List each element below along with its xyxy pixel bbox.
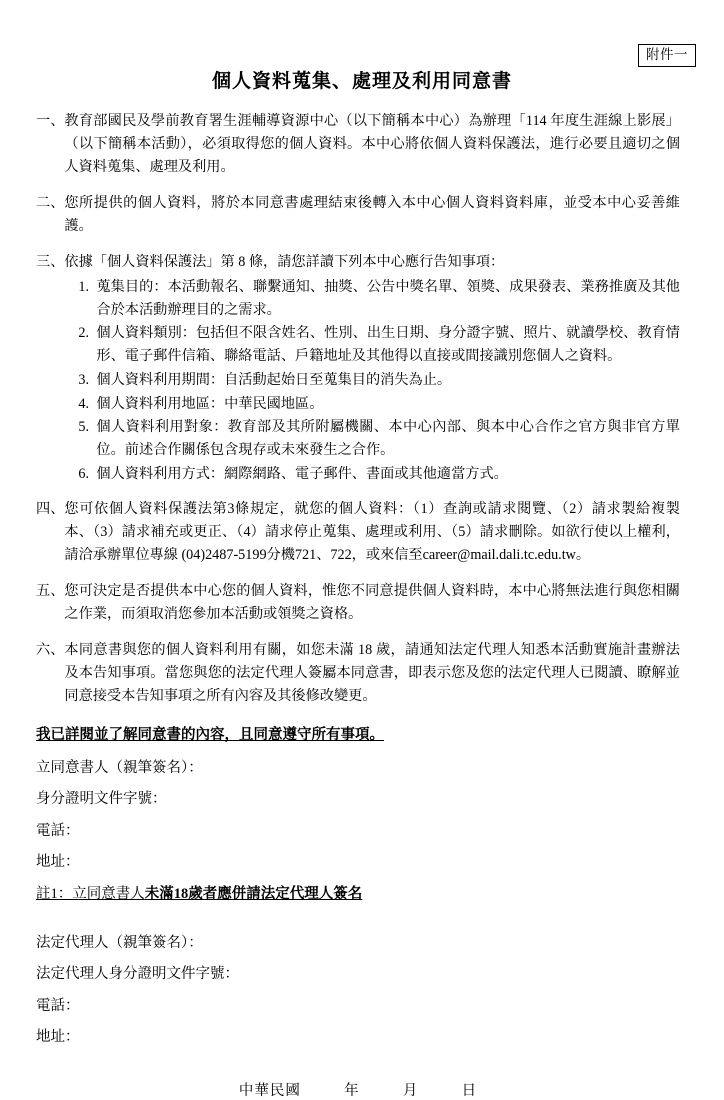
clause-1 [36,110,680,179]
page-title: 個人資料蒐集、處理及利用同意書 [211,71,512,92]
clause-text: 教育部國民及學前教育署生涯輔導資源中心（以下簡稱本中心）為辦理「114 年度生涯線上影展」（以下簡稱本活動），必須取得您的個人資料。本中心將依個人資料保護法，進行必要且適切之個人資料蒐集、處理及利用。 [64,113,680,175]
clause-text: 您可依個人資料保護法第3條規定，就您的個人資料：（1）查詢或請求閱覽、（2）請求製給複製本、（3）請求補充或更正、（4）請求停止蒐集、處理或利用、（5）請求刪除。如欲行使以上權利，請洽承辦單位專線 (04)2487-5199分機721、722，或來信至career@mail.dali.tc.edu.tw。 [64,501,680,564]
sub-number: 6. [78,465,90,482]
clause-3-sublist [64,276,680,485]
note-minor-guardian [36,883,680,905]
field-guardian-phone: 電話： [36,997,80,1014]
sub-text: 個人資料利用期間：自活動起始日至蒐集目的消失為止。 [96,371,452,388]
field-signer-phone: 電話： [36,822,80,839]
sub-text: 個人資料利用對象：教育部及其所附屬機關、本中心內部、與本中心合作之官方與非官方單位。前述合作關係包含現存或未來發生之合作。 [96,419,680,459]
clause-text: 您可決定是否提供本中心您的個人資料，惟您不同意提供個人資料時，本中心將無法進行與您相關之作業，而須取消您參加本活動或領獎之資格。 [64,583,680,623]
sub-number: 5. [78,419,90,436]
spacer [36,905,680,923]
clause-body-3 [64,251,680,485]
sub-text: 蒐集目的：本活動報名、聯繫通知、抽獎、公告中獎名單、領獎、成果發表、業務推廣及其他合於本活動辦理目的之需求。 [96,279,680,318]
list-item [64,276,680,321]
list-item [64,416,680,461]
document-content [0,110,724,1100]
sub-text: 個人資料利用地區：中華民國地區。 [96,395,324,412]
clause-number: 五、 [36,583,65,600]
footer-era: 中華民國 [238,1082,301,1099]
footer-date [36,1079,680,1100]
sub-number: 3. [78,371,90,388]
agreement-declaration: 我已詳閱並了解同意書的內容，且同意遵守所有事項。 [36,727,384,744]
list-item [64,393,680,416]
field-guardian-id: 法定代理人身分證明文件字號： [36,966,239,983]
list-item [64,322,680,367]
clause-number: 四、 [36,501,65,518]
clause-3 [36,251,680,485]
sub-number: 4. [78,395,90,412]
note-prefix: 註1：立同意書人 [36,885,145,902]
clause-5 [36,580,680,626]
clause-number: 三、 [36,254,65,270]
field-signer-id: 身分證明文件字號： [36,791,167,808]
clause-number: 一、 [36,113,65,129]
note-emphasis: 未滿18歲者應併請法定代理人簽名 [144,885,363,902]
field-signer-address: 地址： [36,854,80,871]
sub-text: 個人資料類別：包括但不限含姓名、性別、出生日期、身分證字號、照片、就讀學校、教育情形、電子郵件信箱、聯絡電話、戶籍地址及其他得以直接或間接識別您個人之資料。 [96,325,680,365]
clause-text: 依據「個人資料保護法」第 8 條，請您詳讀下列本中心應行告知事項： [64,254,505,270]
list-item [64,369,680,392]
footer-day: 日 [461,1082,478,1099]
clause-number: 六、 [36,642,65,659]
clause-text: 本同意書與您的個人資料利用有關，如您未滿 18 歲，請通知法定代理人知悉本活動實施計畫辦法及本告知事項。當您與您的法定代理人簽屬本同意書，即表示您及您的法定代理人已閱讀、瞭解並同意接受本告知事項之所有內容及其後修改變更。 [64,642,680,705]
footer-year: 年 [344,1082,360,1099]
clause-text: 您所提供的個人資料，將於本同意書處理結束後轉入本中心個人資料資料庫，並受本中心妥善維護。 [64,195,680,234]
clause-2 [36,192,680,238]
attachment-label: 附件一 [638,44,696,67]
clause-4 [36,498,680,567]
field-guardian-name: 法定代理人（親筆簽名）： [36,935,203,951]
sub-text: 個人資料利用方式：網際網路、電子郵件、書面或其他適當方式。 [96,465,508,482]
sub-number: 1. [78,279,90,295]
field-guardian-address: 地址： [36,1029,80,1046]
sub-number: 2. [78,325,90,342]
field-signer-name: 立同意書人（親筆簽名）： [36,759,203,776]
clause-6 [36,639,680,708]
footer-month: 月 [402,1082,419,1099]
clause-number: 二、 [36,195,65,211]
list-item [64,463,680,486]
